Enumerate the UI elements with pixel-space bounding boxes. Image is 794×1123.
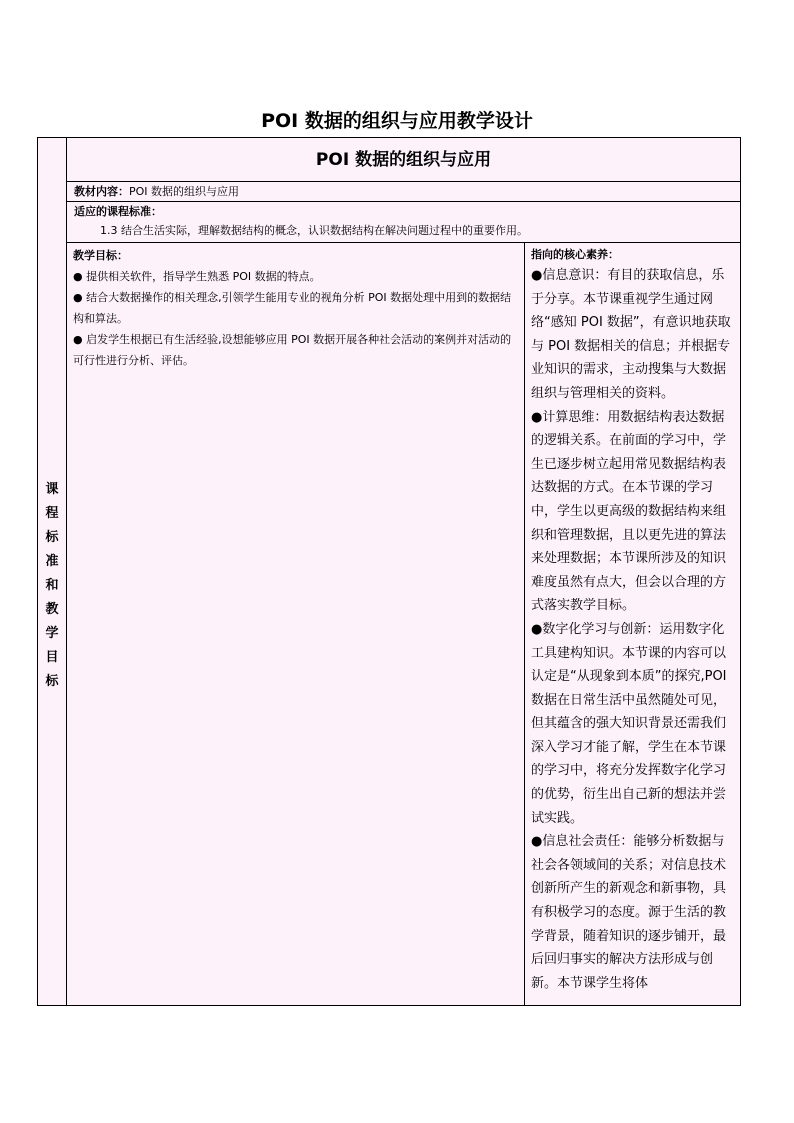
side-char: 标 — [45, 674, 59, 689]
objective-item: ● 提供相关软件，指导学生熟悉 POI 数据的特点。 — [73, 270, 321, 283]
side-char: 程 — [45, 506, 59, 521]
side-char: 目 — [45, 650, 59, 665]
standard-row — [67, 202, 740, 243]
objectives-label: 教学目标： — [73, 249, 128, 262]
side-char: 和 — [45, 578, 59, 593]
literacy-label: 指向的核心素养： — [531, 248, 619, 261]
literacy-item: ●信息意识：有目的获取信息，乐于分享。本节课重视学生通过网络“感知 POI 数据”，有意识地获取与 POI 数据相关的信息；并根据专业知识的需求，主动搜集与大数据组织与管理相关的资料。 — [531, 268, 731, 401]
side-column — [38, 138, 67, 1005]
main-area — [67, 138, 740, 1005]
literacy-item: ●数字化学习与创新：运用数字化工具建构知识。本节课的内容可以认定是“从现象到本质”的探究,POI 数据在日常生活中虽然随处可见，但其蕴含的强大知识背景还需我们深入学习才能了解，学生在本节课的学习中，将充分发挥数字化学习的优势，衍生出自己新的想法并尝试实践。 — [531, 621, 727, 826]
objective-item: ● 启发学生根据已有生活经验,设想能够应用 POI 数据开展各种社会活动的案例并对活动的可行性进行分析、评估。 — [73, 333, 512, 367]
side-char: 准 — [45, 554, 59, 569]
literacy-item: ●信息社会责任：能够分析数据与社会各领域间的关系；对信息技术创新所产生的新观念和新事物，具有积极学习的态度。源于生活的教学背景，随着知识的逐步铺开，最后回归事实的解决方法形成与创新。本节课学生将体 — [531, 834, 727, 991]
lesson-title: POI 数据的组织与应用 — [67, 138, 740, 182]
literacy-item: ●计算思维：用数据结构表达数据的逻辑关系。在前面的学习中，学生已逐步树立起用常见数据结构表达数据的方式。在本节课的学习中，学生以更高级的数据结构来组织和管理数据，且以更先进的算法来处理数据；本节课所涉及的知识难度虽然有点大，但会以合理的方式落实教学目标。 — [531, 409, 727, 614]
document-title: POI 数据的组织与应用教学设计 — [261, 110, 533, 132]
side-char: 课 — [45, 482, 59, 497]
lesson-table — [37, 137, 741, 1006]
material-label: 教材内容： — [74, 185, 129, 198]
objective-item: ● 结合大数据操作的相关理念,引领学生能用专业的视角分析 POI 数据处理中用到的数据结构和算法。 — [73, 291, 512, 325]
material-row — [67, 182, 740, 202]
side-char: 学 — [45, 626, 59, 641]
objectives-cell — [67, 243, 525, 1005]
side-char: 标 — [45, 530, 59, 545]
literacy-cell — [525, 243, 740, 1005]
side-char: 教 — [45, 602, 59, 617]
standard-text: 1.3 结合生活实际，理解数据结构的概念，认识数据结构在解决问题过程中的重要作用。 — [100, 224, 528, 237]
material-value: POI 数据的组织与应用 — [129, 185, 240, 198]
standard-label: 适应的课程标准： — [74, 205, 162, 218]
side-label — [38, 478, 66, 694]
